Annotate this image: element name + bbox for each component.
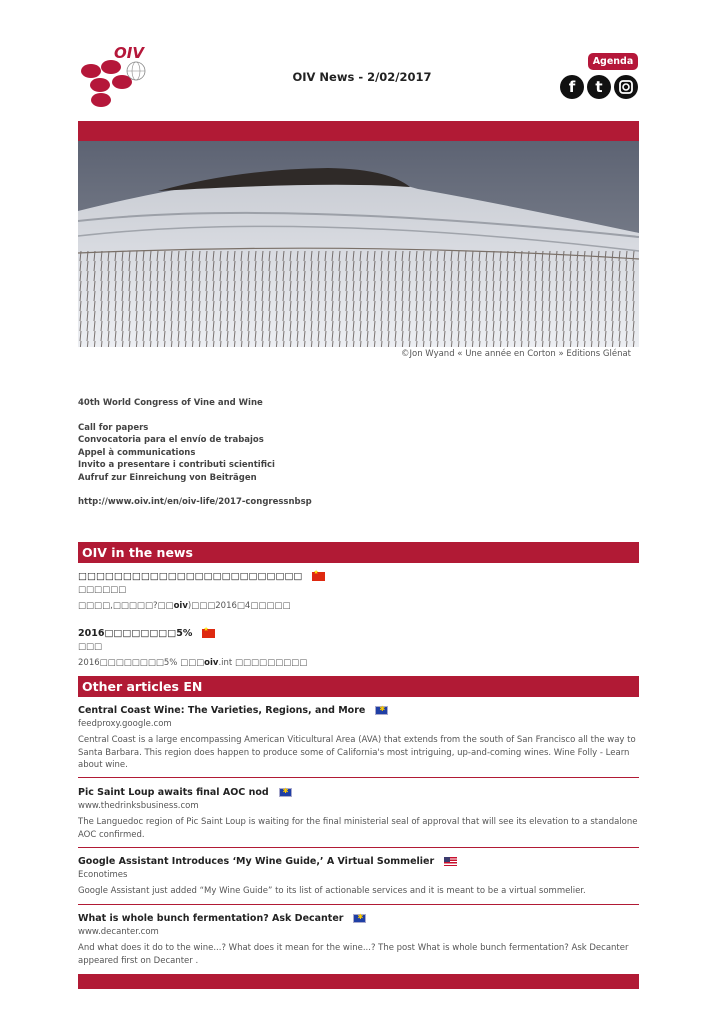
article-source: Econotimes (78, 870, 128, 880)
twitter-icon[interactable]: t (587, 75, 611, 99)
news-title-link[interactable]: □□□□□□□□□□□□□□□□□□□□□□□□□ (78, 571, 303, 582)
call-for-papers-it[interactable]: Invito a presentare i contributi scientifici (78, 460, 275, 470)
us-flag-icon (444, 857, 457, 866)
facebook-icon[interactable]: f (560, 75, 584, 99)
china-flag-icon (312, 572, 325, 581)
article-snippet: And what does it do to the wine...? What does it mean for the wine...? The post What is whole bunch fermentation? Ask Decanter appeared first on Decanter . (78, 943, 629, 966)
eu-flag-icon (375, 706, 388, 715)
article-title-link[interactable]: Central Coast Wine: The Varieties, Regions, and More (78, 705, 366, 716)
call-for-papers-de[interactable]: Aufruf zur Einreichung von Beiträgen (78, 472, 257, 483)
article-source: www.thedrinksbusiness.com (78, 801, 199, 811)
china-flag-icon (202, 629, 215, 638)
news-source: □□□□□□ (78, 585, 127, 595)
eu-flag-icon (353, 914, 366, 923)
congress-link[interactable]: http://www.oiv.int/en/oiv-life/2017-congressnbsp (78, 497, 312, 507)
article-snippet: Google Assistant just added “My Wine Guide” to its list of actionable services and it is meant to be a virtual sommelier. (78, 886, 586, 896)
article-snippet: Central Coast is a large encompassing American Viticultural Area (AVA) that extends from the south of San Francisco all the way to Santa Barbara. This region does happen to produce some of California's most intriguing, up-and-coming wines. Wine Folly - Learn about wine. (78, 735, 636, 770)
news-item (78, 628, 639, 670)
news-snippet: 2016□□□□□□□□5% □□□oiv.int □□□□□□□□□ (78, 658, 308, 668)
article-title-link[interactable]: Google Assistant Introduces ‘My Wine Guide,’ A Virtual Sommelier (78, 856, 435, 867)
article-item (78, 705, 639, 772)
agenda-button[interactable]: Agenda (588, 53, 638, 70)
eu-flag-icon (279, 788, 292, 797)
congress-heading: 40th World Congress of Vine and Wine (78, 398, 263, 408)
news-title-link[interactable]: 2016□□□□□□□□5% (78, 628, 193, 639)
article-item (78, 913, 639, 967)
vineyard-photo (78, 141, 639, 347)
section-oiv-in-the-news: OIV in the news (78, 542, 639, 563)
photo-credit: ©Jon Wyand « Une année en Corton » Editions Glénat (401, 349, 631, 359)
call-for-papers-fr[interactable]: Appel à communications (78, 447, 196, 458)
article-snippet: The Languedoc region of Pic Saint Loup is waiting for the final ministerial seal of approval that will see its elevation to a standalone AOC confirmed. (78, 817, 638, 840)
bottom-banner-bar (78, 974, 639, 989)
article-divider (78, 777, 639, 778)
news-source: □□□ (78, 642, 103, 652)
top-banner-bar (78, 121, 639, 141)
article-divider (78, 904, 639, 905)
news-snippet: □□□□,□□□□□?□□oiv)□□□2016□4□□□□□ (78, 601, 291, 611)
article-divider (78, 847, 639, 848)
article-title-link[interactable]: Pic Saint Loup awaits final AOC nod (78, 787, 269, 798)
instagram-icon[interactable] (614, 75, 638, 99)
page-title: OIV News - 2/02/2017 (292, 70, 432, 84)
logo-text: OIV (114, 44, 144, 62)
call-for-papers-es[interactable]: Convocatoria para el envío de trabajos (78, 435, 264, 445)
congress-block (78, 397, 639, 509)
news-item (78, 571, 639, 613)
article-item (78, 787, 639, 841)
article-title-link[interactable]: What is whole bunch fermentation? Ask Decanter (78, 913, 344, 924)
call-for-papers-en[interactable]: Call for papers (78, 422, 149, 433)
article-source: feedproxy.google.com (78, 719, 172, 729)
article-source: www.decanter.com (78, 927, 159, 937)
section-other-articles-en: Other articles EN (78, 676, 639, 697)
article-item (78, 856, 639, 898)
